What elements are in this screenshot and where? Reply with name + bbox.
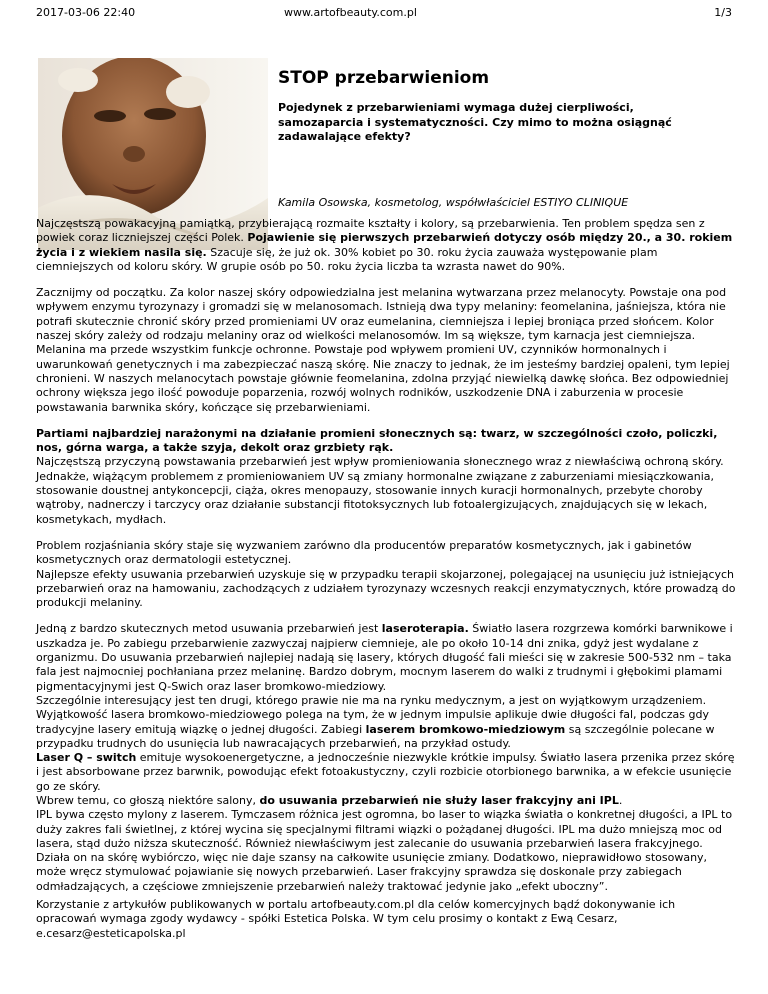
page-number: 1/3 xyxy=(714,6,732,19)
bold-highlight: Laser Q – switch xyxy=(36,751,137,765)
print-url: www.artofbeauty.com.pl xyxy=(284,6,417,19)
paragraph-2: Zacznijmy od początku. Za kolor naszej skóry odpowiedzialna jest melanina wytwarzana przez melanocyty. Powstaje ona pod wpływem enzymu tyrozynazy i gromadzi się w melanosomach. Istnieją dwa typy melaniny: feomelanina, jaśniejsza, która nie potrafi skutecznie chronić skóry przed promieniami UV oraz eumelanina, ciemniejsza i lepiej broniąca przed słońcem. Kolor naszej skóry zależy od rodzaju melaniny oraz od wielkości melanosomów. Im są większe, tym karnacja jest ciemniejsza. Melanina ma przede wszystkim funkcje ochronne. Powstaje pod wpływem promieni UV, czynników hormonalnych i uwarunkowań genetycznych i ma zabezpieczać naszą skórę. Nie znaczy to jednak, że im jesteśmy bardziej opaleni, tym lepiej chronieni. W naszych melanocytach powstaje głównie feomelanina, zdolna przyjąć niewielką dawkę słońca. Bez odpowiedniej ochrony większa jego ilość powoduje poparzenia, rozwój wolnych rodników, uszkodzenie DNA i zaburzenia w procesie powstawania barwnika skóry, kończące się przebarwieniami. xyxy=(36,286,730,414)
bold-highlight: laserem bromkowo-miedziowym xyxy=(365,722,566,736)
copyright-notice: Korzystanie z artykułów publikowanych w portalu artofbeauty.com.pl dla celów komercyjnych bądź dokonywanie ich opracowań wymaga zgody wydawcy - spółki Estetica Polska. W tym celu prosimy o kontakt z Ewą Cesarz, e.cesarz@esteticapolska.pl xyxy=(36,898,676,940)
paragraph-5: Jedną z bardzo skutecznych metod usuwania przebarwień jest laseroterapia. Światło lasera rozgrzewa komórki barwnikowe i uszkadza je. Po zabiegu przebarwienie zazwyczaj najpierw ciemnieje, ale po około 10-14 dni znika, gdyż jest wydalane z organizmu. Do usuwania przebarwień najlepiej nadają się lasery, których długość fali mieści się w zakresie 500-532 nm – taka fala jest najmocniej pochłaniana przez melaninę. Bardzo dobrym, mocnym laserem do walki z trudnymi i głębokimi plamami pigmentacyjnymi jest Q-Swich oraz laser bromkowo-miedziowy. Szczególnie interesujący jest ten drugi, którego prawie nie ma na rynku medycznym, a jest on wyjątkowym urządzeniem. Wyjątkowość lasera bromkowo-miedziowego polega na tym, że w jednym impulsie aplikuje dwie długości fal, podczas gdy tradycyjne lasery emitują wiązkę o jednej długości. Zabiegi laserem bromkowo-miedziowym są szczególnie polecane w przypadku trudnych do usunięcia lub nawracających przebarwień, na przykład ostudy. Laser Q – switch emituje wysokoenergetyczne, a jednocześnie niezwykle krótkie impulsy. Światło lasera przenika przez skórę i jest absorbowane przez barwnik, powodując efekt fotoakustyczny, czyli rozbicie otorbionego barwnika, a w efekcie usunięcie go ze skóry. Wbrew temu, co głoszą niektóre salony, do usuwania przebarwień nie służy laser frakcyjny ani IPL. IPL bywa często mylony z laserem. Tymczasem różnica jest ogromna, bo laser to wiązka światła o konkretnej długości, a IPL to duży zakres fali świetlnej, z której wycina się specjalnymi filtrami wiązki o pożądanej długości. IPL ma dużo mniejszą moc od lasera, stąd dużo niższa skuteczność. Również niewłaściwym jest zalecanie do usuwania przebarwień lasera frakcyjnego. Działa on na skórę wybiórczo, więc nie daje szansy na całkowite usunięcie zmiany. Dodatkowo, nieprawidłowo stosowany, może wręcz stymulować pojawianie się nowych przebarwień. Laser frakcyjny sprawdza się doskonale przy zabiegach odmładzających, a częściowe zmniejszenie przebarwień należy traktować jedynie jako „efekt uboczny”. xyxy=(36,622,735,893)
bold-highlight: do usuwania przebarwień nie służy laser frakcyjny ani IPL xyxy=(259,793,619,807)
bold-highlight: Partiami najbardziej narażonymi na działanie promieni słonecznych są: twarz, w szczególności czoło, policzki, nos, górna warga, a także szyja, dekolt oraz grzbiety rąk. xyxy=(36,426,718,455)
article-author: Kamila Osowska, kosmetolog, współwłaściciel ESTIYO CLINIQUE xyxy=(278,196,629,209)
article-title: STOP przebarwieniom xyxy=(278,68,490,88)
article-body xyxy=(36,217,738,953)
paragraph-4: Problem rozjaśniania skóry staje się wyzwaniem zarówno dla producentów preparatów kosmetycznych, jak i gabinetów kosmetycznych oraz dermatologii estetycznej. Najlepsze efekty usuwania przebarwień uzyskuje się w przypadku terapii skojarzonej, polegającej na usunięciu już istniejących przebarwień oraz na hamowaniu, zachodzących z udziałem tyrozynazy wczesnych reakcji enzymatycznych, które prowadzą do produkcji melaniny. xyxy=(36,538,736,610)
bold-highlight: laseroterapia. xyxy=(381,622,469,636)
article-lead: Pojedynek z przebarwieniami wymaga dużej cierpliwości, samozaparcia i systematyczności. Czy mimo to można osiągnąć zadawalające efekty? xyxy=(278,101,672,143)
bold-highlight: Pojawienie się pierwszych przebarwień dotyczy osób między 20., a 30. rokiem życia i z wiekiem nasila się. xyxy=(36,231,733,259)
paragraph-3: Partiami najbardziej narażonymi na działanie promieni słonecznych są: twarz, w szczególności czoło, policzki, nos, górna warga, a także szyja, dekolt oraz grzbiety rąk. Najczęstszą przyczyną powstawania przebarwień jest wpływ promieniowania słonecznego wraz z niewłaściwą ochroną skóry. Jednakże, wiążącym problemem z promieniowaniem UV są zmiany hormonalne związane z zaburzeniami miesiączkowania, stosowanie doustnej antykoncepcji, ciąża, okres menopauzy, stosowanie innych kuracji hormonalnych, przebyte choroby wątroby, nadnerczy i tarczycy oraz działanie substancji fitotoksycznych lub fotoalergizujących, znajdujących się w lekach, kosmetykach, mydłach. xyxy=(36,426,724,526)
paragraph-1: Najczęstszą powakacyjną pamiątką, przybierającą rozmaite kształty i kolory, są przebarwienia. Ten problem spędza sen z powiek coraz liczniejszej części Polek. Pojawienie się pierwszych przebarwień dotyczy osób między 20., a 30. rokiem życia i z wiekiem nasila się. Szacuje się, że już ok. 30% kobiet po 30. roku życia zauważa występowanie plam ciemniejszych od koloru skóry. W grupie osób po 50. roku życia liczba ta wzrasta nawet do 90%. xyxy=(36,217,733,273)
print-datetime: 2017-03-06 22:40 xyxy=(36,6,136,19)
